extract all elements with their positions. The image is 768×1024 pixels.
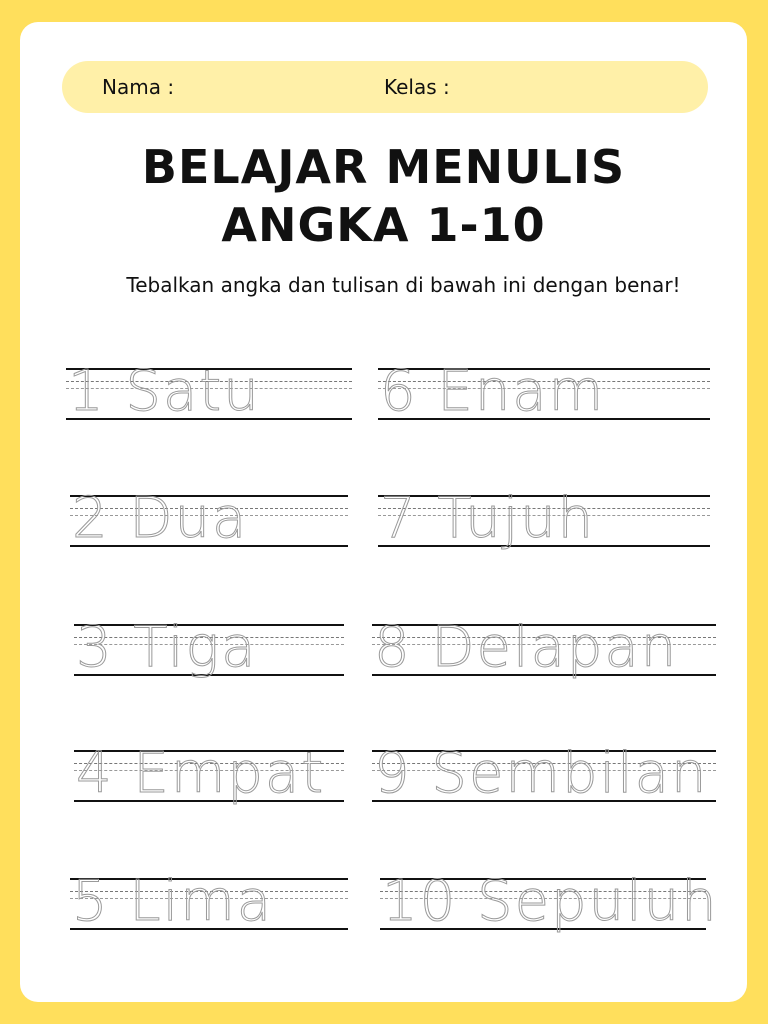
tracing-row [66,359,352,424]
title-line-2: ANGKA 1-10 [221,198,546,252]
trace-text: 10 Sepuluh [382,869,719,934]
instruction-text: Tebalkan angka dan tulisan di bawah ini dengan benar! [126,273,681,297]
tracing-row [380,869,719,934]
trace-text: 6 Enam [380,359,606,424]
class-label: Kelas : [384,75,450,99]
student-info-bar [62,61,708,113]
tracing-row [378,359,710,424]
tracing-row [372,615,716,680]
trace-text: 7 Tujuh [380,486,596,551]
trace-text: 3 Tiga [76,615,258,680]
page-title [20,138,747,254]
tracing-row [74,741,344,806]
tracing-row [70,486,348,551]
trace-text: 5 Lima [72,869,274,934]
tracing-row [74,615,344,680]
trace-text: 1 Satu [68,359,261,424]
trace-text: 2 Dua [72,486,249,551]
tracing-row [378,486,710,551]
name-label: Nama : [102,75,175,99]
worksheet [20,22,747,1002]
trace-text: 9 Sembilan [374,741,709,806]
tracing-row [70,869,348,934]
title-line-1: BELAJAR MENULIS [141,140,626,194]
trace-text: 8 Delapan [374,615,679,680]
tracing-row [372,741,716,806]
trace-text: 4 Empat [76,741,326,806]
